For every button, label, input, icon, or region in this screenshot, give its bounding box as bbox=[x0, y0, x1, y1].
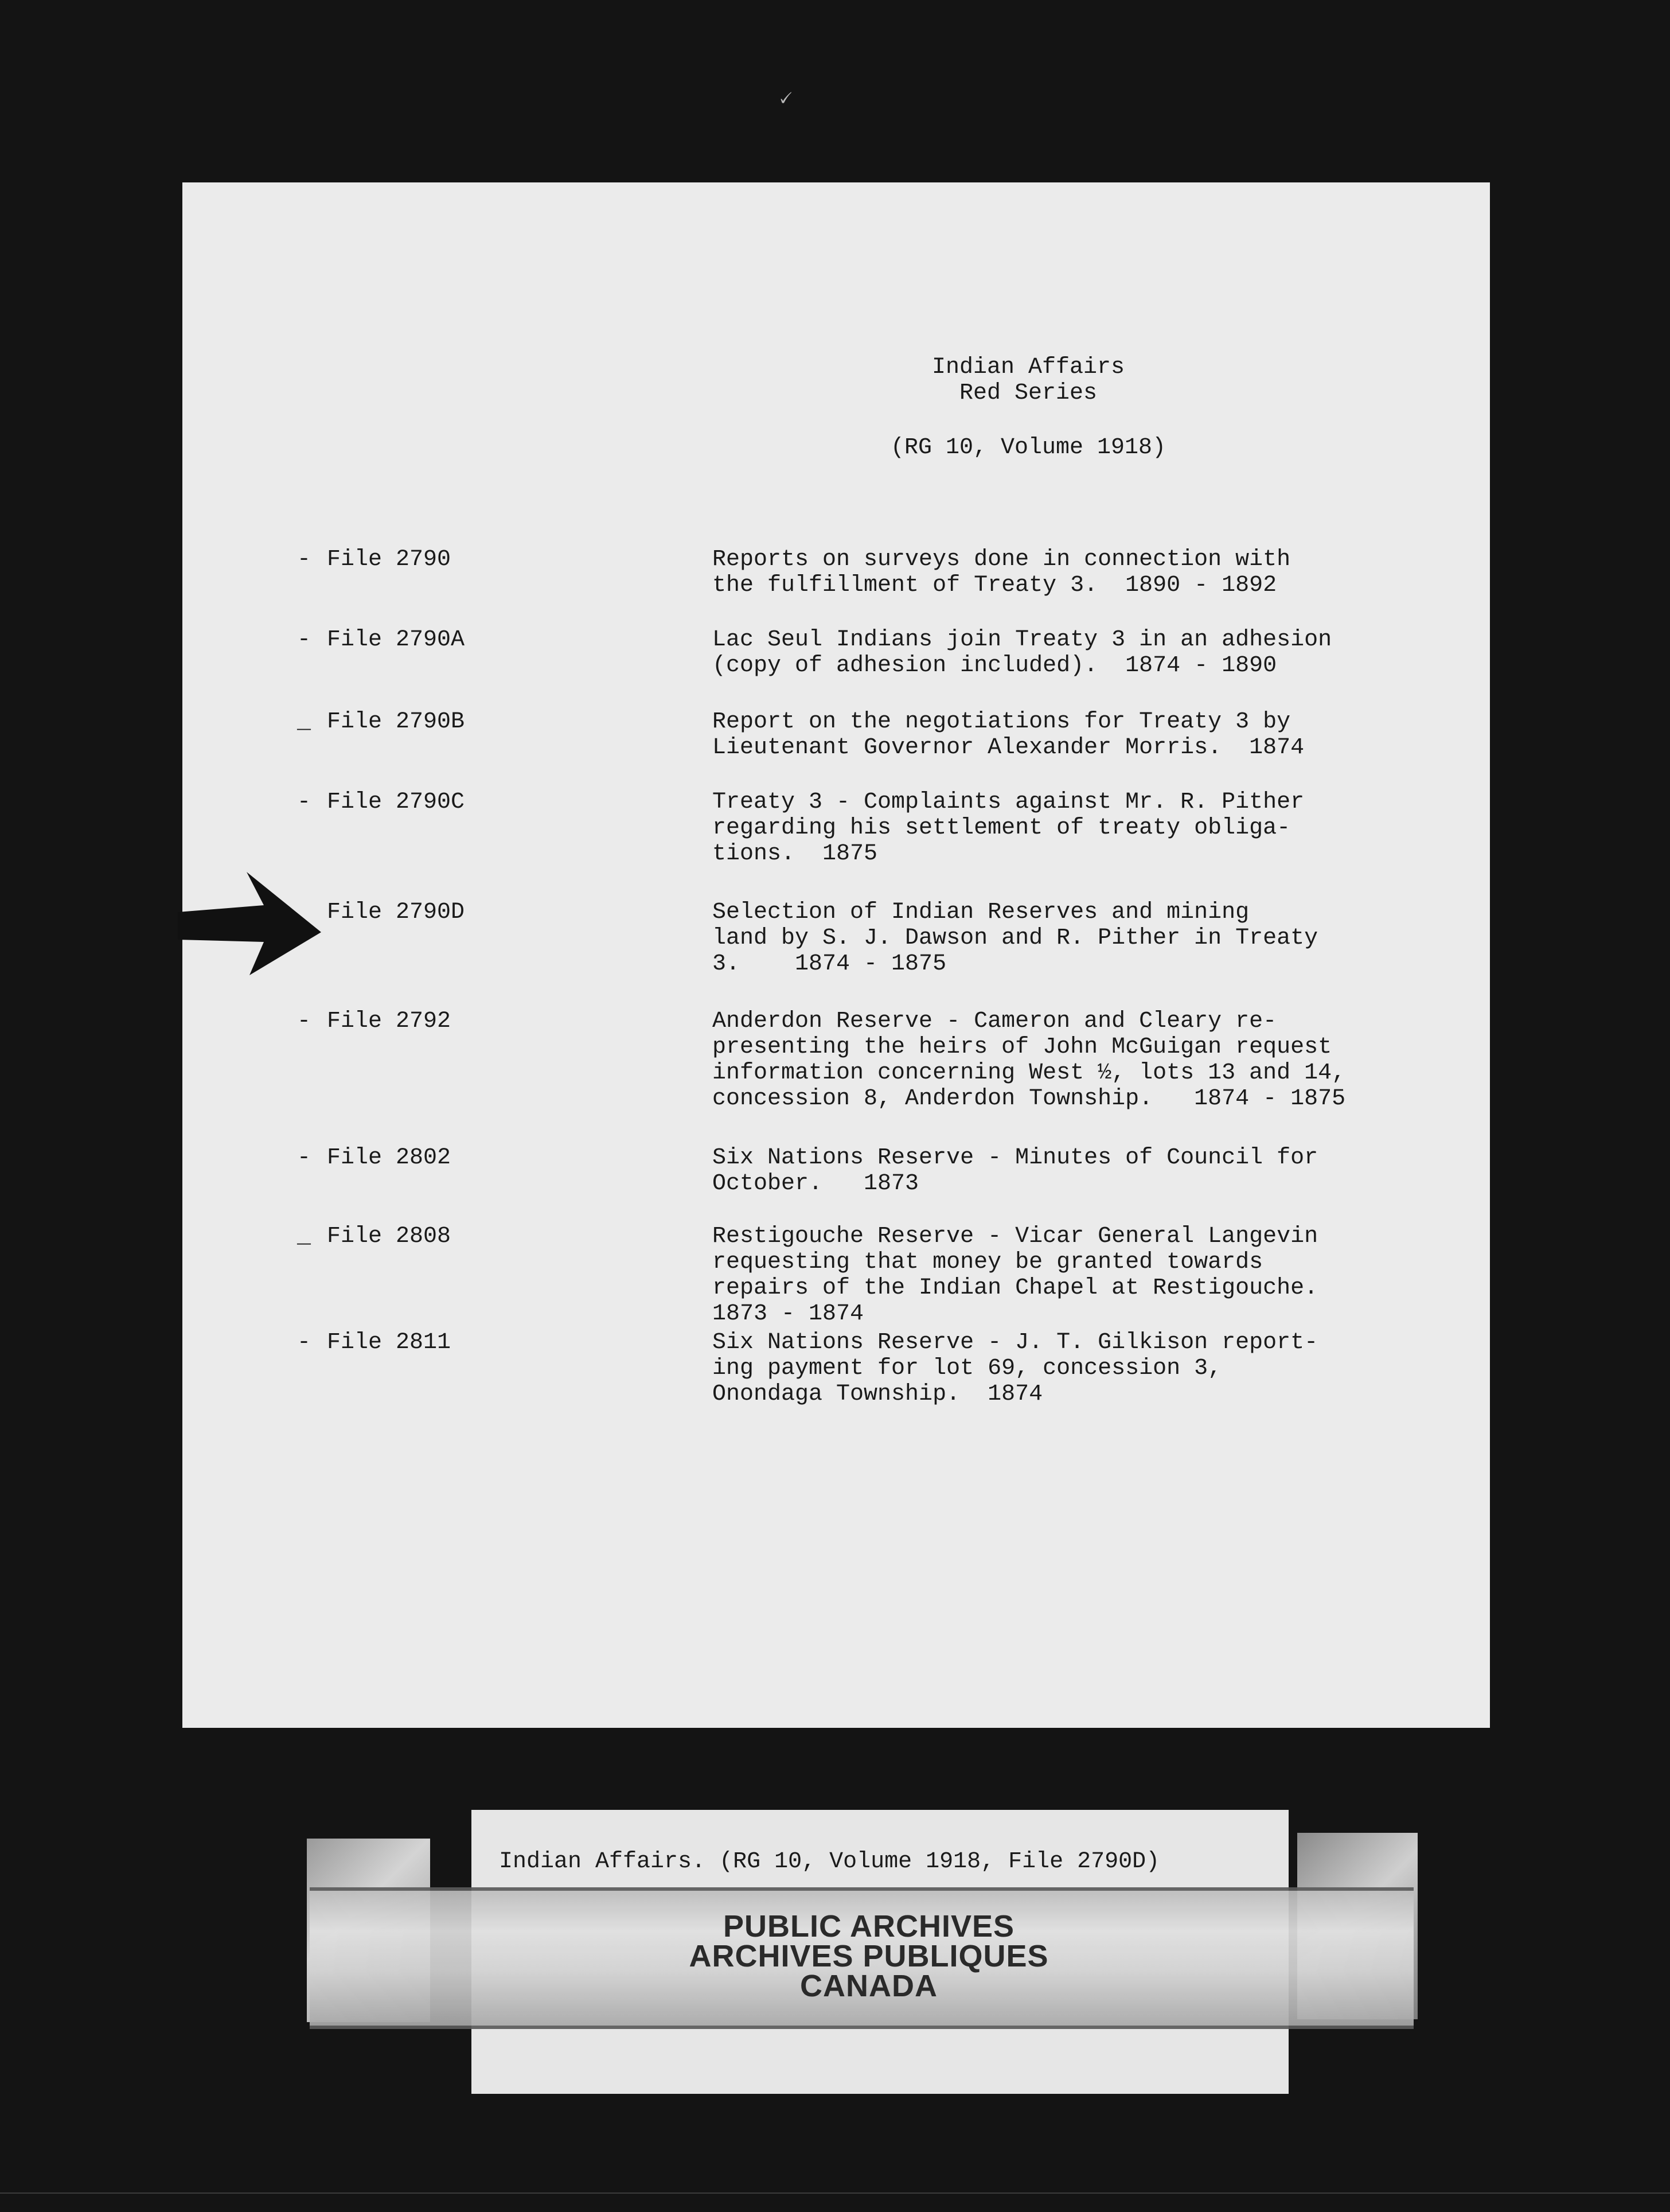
file-description bbox=[712, 899, 1435, 977]
description-line: regarding his settlement of treaty obliga- bbox=[712, 815, 1291, 841]
margin-tick-mark: - bbox=[297, 1008, 311, 1034]
description-line: tions. 1875 bbox=[712, 841, 878, 867]
file-description bbox=[712, 1008, 1435, 1112]
description-line: the fulfillment of Treaty 3. 1890 - 1892 bbox=[712, 573, 1277, 598]
margin-tick-mark: - bbox=[297, 547, 311, 573]
description-line: repairs of the Indian Chapel at Restigouche. bbox=[712, 1275, 1318, 1301]
description-line: land by S. J. Dawson and R. Pither in Treaty bbox=[712, 925, 1318, 951]
description-line: concession 8, Anderdon Township. 1874 - 1875 bbox=[712, 1086, 1346, 1112]
document-page bbox=[182, 182, 1490, 1728]
description-line: Restigouche Reserve - Vicar General Langevin bbox=[712, 1224, 1318, 1249]
file-number: File 2811 bbox=[327, 1330, 451, 1356]
file-number: File 2790D bbox=[327, 899, 465, 925]
file-number: File 2790 bbox=[327, 547, 451, 573]
file-number: File 2790A bbox=[327, 627, 465, 653]
file-description bbox=[712, 547, 1435, 598]
margin-tick-mark: _ bbox=[297, 709, 311, 735]
description-line: (copy of adhesion included). 1874 - 1890 bbox=[712, 653, 1277, 679]
description-line: 3. 1874 - 1875 bbox=[712, 951, 947, 977]
header-volume: (RG 10, Volume 1918) bbox=[890, 435, 1166, 461]
file-number: File 2790B bbox=[327, 709, 465, 735]
header-series: Red Series bbox=[959, 380, 1098, 406]
description-line: Selection of Indian Reserves and mining bbox=[712, 899, 1250, 925]
stamp-line-1: PUBLIC ARCHIVES bbox=[723, 1909, 1015, 1944]
description-line: ing payment for lot 69, concession 3, bbox=[712, 1356, 1222, 1381]
frame-bottom-rule bbox=[0, 2192, 1670, 2194]
file-description bbox=[712, 627, 1435, 679]
stamp-line-3: CANADA bbox=[800, 1969, 938, 2003]
description-line: Report on the negotiations for Treaty 3 by bbox=[712, 709, 1291, 735]
public-archives-stamp bbox=[617, 1911, 1121, 2001]
margin-tick-mark: _ bbox=[297, 1224, 311, 1249]
file-description bbox=[712, 1145, 1435, 1197]
file-number: File 2790C bbox=[327, 789, 465, 815]
stamp-line-2: ARCHIVES PUBLIQUES bbox=[689, 1939, 1049, 1973]
archive-label-text: Indian Affairs. (RG 10, Volume 1918, File 2790D) bbox=[499, 1849, 1160, 1875]
margin-tick-mark: - bbox=[297, 627, 311, 653]
description-line: information concerning West ½, lots 13 and 14, bbox=[712, 1060, 1346, 1086]
margin-tick-mark: - bbox=[297, 1330, 311, 1356]
description-line: Anderdon Reserve - Cameron and Cleary re- bbox=[712, 1008, 1277, 1034]
pointer-arrow-icon bbox=[178, 872, 321, 975]
description-line: Lieutenant Governor Alexander Morris. 1874 bbox=[712, 735, 1305, 761]
description-line: Onondaga Township. 1874 bbox=[712, 1381, 1043, 1407]
description-line: Treaty 3 - Complaints against Mr. R. Pither bbox=[712, 789, 1305, 815]
description-line: Reports on surveys done in connection with bbox=[712, 547, 1291, 573]
file-number: File 2792 bbox=[327, 1008, 451, 1034]
file-number: File 2808 bbox=[327, 1224, 451, 1249]
description-line: Six Nations Reserve - Minutes of Council for bbox=[712, 1145, 1318, 1171]
file-description bbox=[712, 1224, 1435, 1327]
file-description bbox=[712, 1330, 1435, 1407]
description-line: Lac Seul Indians join Treaty 3 in an adhesion bbox=[712, 627, 1332, 653]
corner-speck: 🗸 bbox=[777, 87, 793, 113]
description-line: requesting that money be granted towards bbox=[712, 1249, 1263, 1275]
description-line: presenting the heirs of John McGuigan request bbox=[712, 1034, 1332, 1060]
margin-tick-mark: - bbox=[297, 1145, 311, 1171]
description-line: Six Nations Reserve - J. T. Gilkison report- bbox=[712, 1330, 1318, 1356]
header-title: Indian Affairs bbox=[931, 355, 1125, 380]
file-description bbox=[712, 709, 1435, 761]
file-number: File 2802 bbox=[327, 1145, 451, 1171]
file-description bbox=[712, 789, 1435, 867]
description-line: October. 1873 bbox=[712, 1171, 919, 1197]
description-line: 1873 - 1874 bbox=[712, 1301, 864, 1327]
margin-tick-mark: - bbox=[297, 789, 311, 815]
